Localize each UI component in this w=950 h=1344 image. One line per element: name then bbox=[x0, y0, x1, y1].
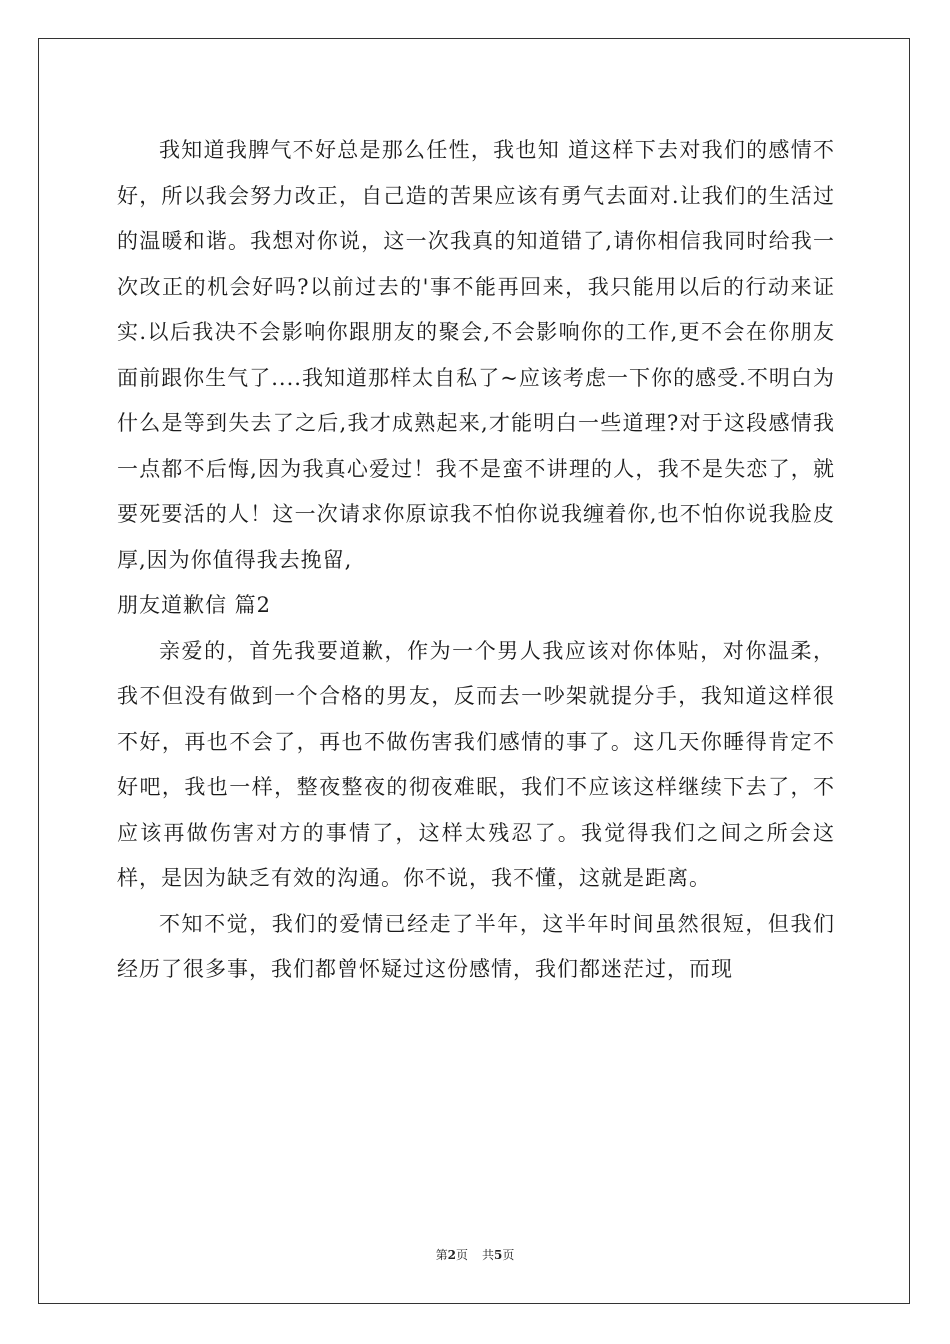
paragraph-1: 我知道我脾气不好总是那么任性，我也知 道这样下去对我们的感情不好，所以我会努力改正，自己造的苦果应该有勇气去面对.让我们的生活过的温暖和谐。我想对你说，这一次我真的知道错了,请你相信我同时给我一次改正的机会好吗?以前过去的'事不能再回来，我只能用以后的行动来证实.以后我决不会影响你跟朋友的聚会,不会影响你的工作,更不会在你朋友面前跟你生气了....我知道那样太自私了~应该考虑一下你的感受.不明白为什么是等到失去了之后,我才成熟起来,才能明白一些道理?对于这段感情我一点都不后悔,因为我真心爱过！我不是蛮不讲理的人，我不是失恋了，就要死要活的人！这一次请求你原谅我不怕你说我缠着你,也不怕你说我脸皮厚,因为你值得我去挽留, bbox=[117, 138, 835, 572]
page-current: 2 bbox=[447, 1248, 456, 1262]
section-heading: 朋友道歉信 篇2 bbox=[117, 593, 272, 617]
total-suffix: 页 bbox=[502, 1248, 515, 1262]
paragraph-2: 亲爱的，首先我要道歉，作为一个男人我应该对你体贴，对你温柔，我不但没有做到一个合格的男友，反而去一吵架就提分手，我知道这样很不好，再也不会了，再也不做伤害我们感情的事了。这几天你睡得肯定不好吧，我也一样，整夜整夜的彻夜难眠，我们不应该这样继续下去了，不应该再做伤害对方的事情了，这样太残忍了。我觉得我们之间之所会这样，是因为缺乏有效的沟通。你不说，我不懂，这就是距离。 bbox=[117, 638, 835, 890]
page-total: 5 bbox=[494, 1248, 503, 1262]
page-footer bbox=[0, 1246, 950, 1263]
document-body bbox=[117, 128, 835, 993]
page-suffix: 页 bbox=[455, 1248, 468, 1262]
total-prefix: 共 bbox=[482, 1248, 495, 1262]
page-prefix: 第 bbox=[435, 1248, 448, 1262]
paragraph-3: 不知不觉，我们的爱情已经走了半年，这半年时间虽然很短，但我们经历了很多事，我们都曾怀疑过这份感情，我们都迷茫过，而现 bbox=[117, 911, 835, 981]
